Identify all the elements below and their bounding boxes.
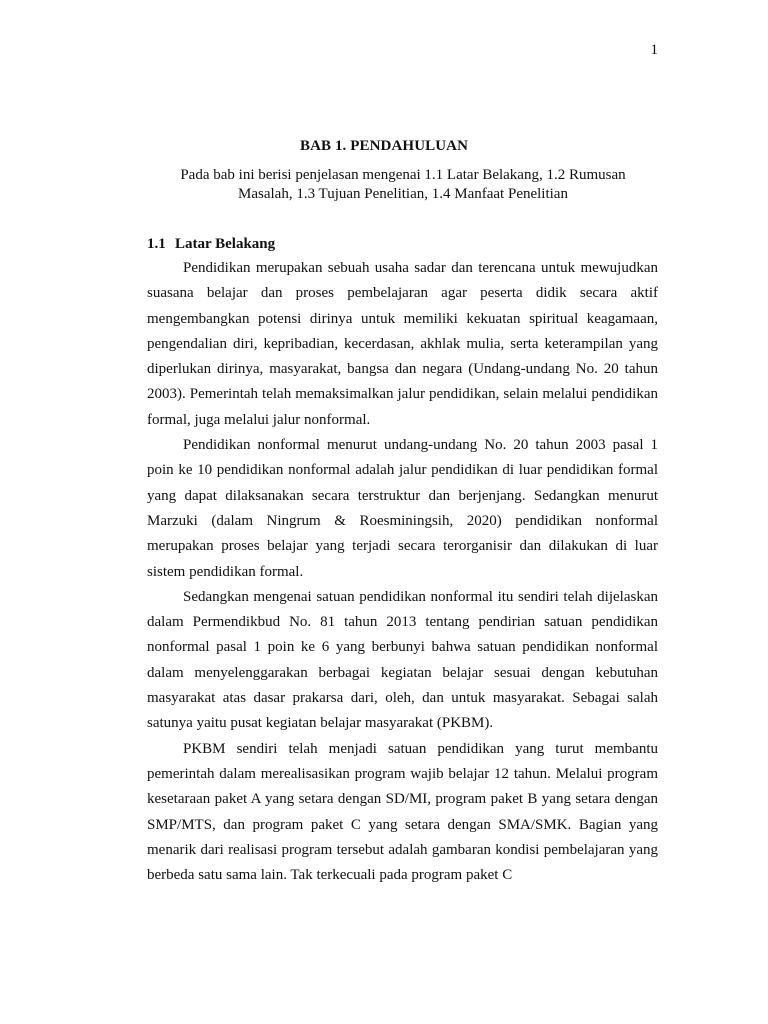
- paragraph: Sedangkan mengenai satuan pendidikan nonformal itu sendiri telah dijelaskan dalam Permendikbud No. 81 tahun 2013 tentang pendirian satuan pendidikan nonformal pasal 1 poin ke 6 yang berbunyi bahwa satuan pendidikan nonformal dalam menyelenggarakan berbagai kegiatan belajar sesuai dengan kebutuhan masyarakat atas dasar prakarsa dari, oleh, dan untuk masyarakat. Sebagai salah satunya yaitu pusat kegiatan belajar masyarakat (PKBM).: [147, 588, 658, 732]
- paragraph: Pendidikan nonformal menurut undang-undang No. 20 tahun 2003 pasal 1 poin ke 10 pendidikan nonformal adalah jalur pendidikan di luar pendidikan formal yang dapat dilaksanakan secara terstruktur dan berjenjang. Sedangkan menurut Marzuki (dalam Ningrum & Roesminingsih, 2020) pendidikan nonformal merupakan proses belajar yang terjadi secara terorganisir dan dilakukan di luar sistem pendidikan formal.: [147, 437, 658, 580]
- paragraph: Pendidikan merupakan sebuah usaha sadar dan terencana untuk mewujudkan suasana belajar dan proses pembelajaran agar peserta didik secara aktif mengembangkan potensi dirinya untuk memiliki kekuatan spiritual keagamaan, pengendalian diri, kepribadian, kecerdasan, akhlak mulia, serta keterampilan yang diperlukan dirinya, masyarakat, bangsa dan negara (Undang-undang No. 20 tahun 2003). Pemerintah telah memaksimalkan jalur pendidikan, selain melalui pendidikan formal, juga melalui jalur nonformal.: [147, 260, 658, 428]
- chapter-title: BAB 1. PENDAHULUAN: [299, 138, 469, 154]
- chapter-intro: Pada bab ini berisi penjelasan mengenai 1.1 Latar Belakang, 1.2 Rumusan Masalah, 1.3 Tujuan Penelitian, 1.4 Manfaat Penelitian: [180, 167, 626, 202]
- section-number: 1.1: [147, 236, 166, 252]
- paragraph: PKBM sendiri telah menjadi satuan pendidikan yang turut membantu pemerintah dalam merealisasikan program wajib belajar 12 tahun. Melalui program kesetaraan paket A yang setara dengan SD/MI, program paket B yang setara dengan SMP/MTS, dan program paket C yang setara dengan SMA/SMK. Bagian yang menarik dari realisasi program tersebut adalah gambaran kondisi pembelajaran yang berbeda satu sama lain. Tak terkecuali pada program paket C: [147, 740, 658, 884]
- section-title: Latar Belakang: [175, 236, 276, 252]
- section-heading: [147, 236, 275, 253]
- page-number: 1: [650, 42, 658, 58]
- body-text: [147, 256, 658, 888]
